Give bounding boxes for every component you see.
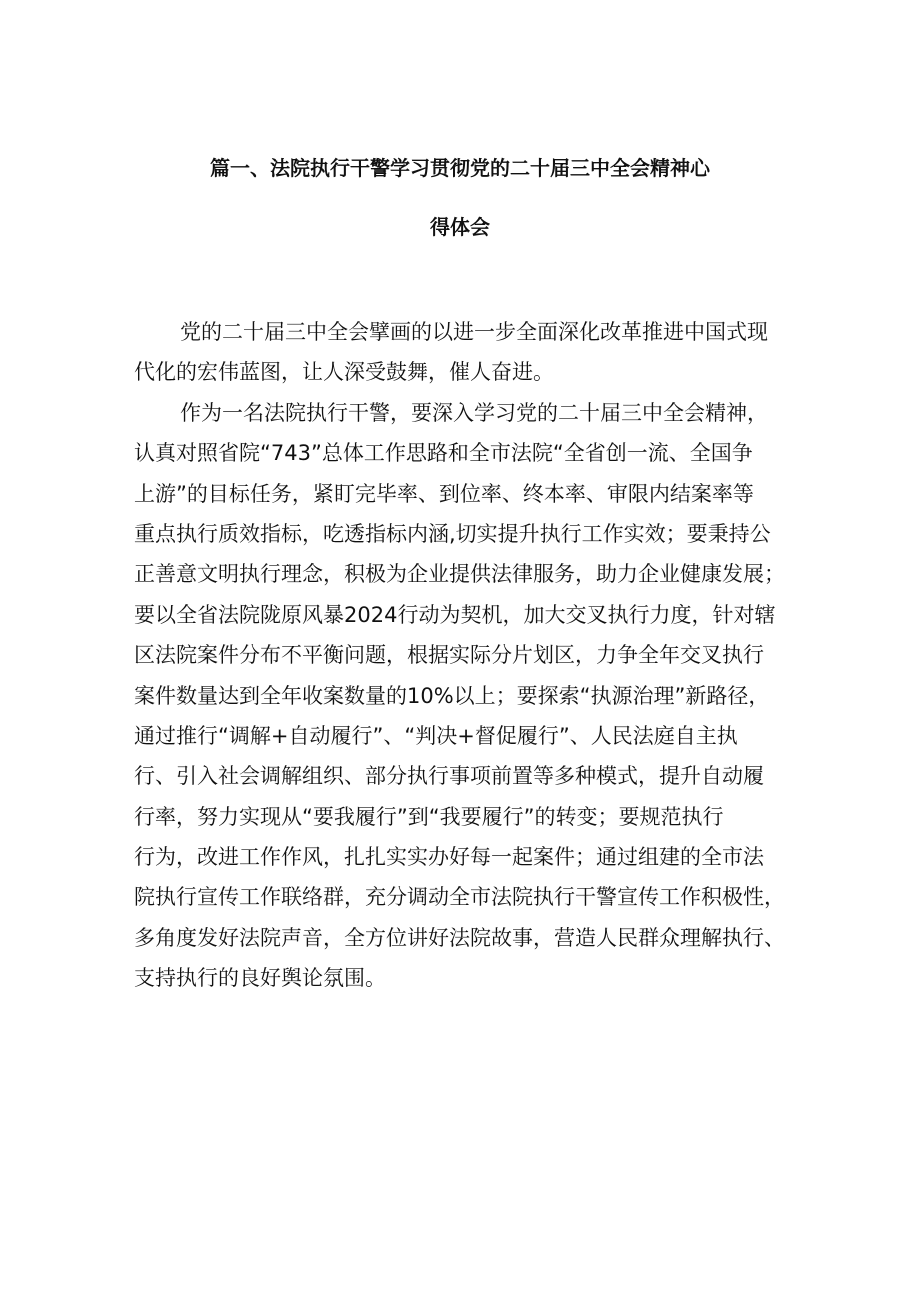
document-title-line-2: 得体会 xyxy=(430,215,490,239)
paragraph-line: 正善意文明执行理念，积极为企业提供法律服务，助力企业健康发展； xyxy=(134,562,785,587)
paragraph-line: 多角度发好法院声音，全方位讲好法院故事，营造人民群众理解执行、 xyxy=(134,925,785,950)
paragraph-line: 认真对照省院“743”总体工作思路和全市法院“全省创一流、全国争 xyxy=(134,441,753,466)
paragraph-line: 党的二十届三中全会擘画的以进一步全面深化改革推进中国式现 xyxy=(180,320,768,344)
paragraph-line: 作为一名法院执行干警，要深入学习党的二十届三中全会精神， xyxy=(180,400,768,425)
paragraph-2 xyxy=(134,393,794,999)
paragraph-line: 重点执行质效指标，吃透指标内涵,切实提升执行工作实效；要秉持公 xyxy=(134,521,771,546)
paragraph-line: 行为，改进工作作风，扎扎实实办好每一起案件；通过组建的全市法 xyxy=(134,845,764,870)
paragraph-line: 代化的宏伟蓝图，让人深受鼓舞，催人奋进。 xyxy=(134,360,554,385)
paragraph-line: 通过推行“调解+自动履行”、“判决+督促履行”、人民法庭自主执 xyxy=(134,723,738,748)
paragraph-line: 支持执行的良好舆论氛围。 xyxy=(134,966,386,991)
paragraph-line: 行率，努力实现从“要我履行”到“我要履行”的转变；要规范执行 xyxy=(134,804,724,829)
paragraph-line: 要以全省法院陇原风暴2024行动为契机，加大交叉执行力度，针对辖 xyxy=(134,602,776,627)
paragraph-line: 行、引入社会调解组织、部分执行事项前置等多种模式，提升自动履 xyxy=(134,764,764,789)
paragraph-line: 区法院案件分布不平衡问题，根据实际分片划区，力争全年交叉执行 xyxy=(134,643,764,668)
document-title-line-1: 篇一、法院执行干警学习贯彻党的二十届三中全会精神心 xyxy=(210,156,710,180)
paragraph-line: 案件数量达到全年收案数量的10%以上；要探索“执源治理”新路径， xyxy=(134,683,770,708)
paragraph-1 xyxy=(134,312,794,393)
paragraph-line: 院执行宣传工作联络群，充分调动全市法院执行干警宣传工作积极性， xyxy=(134,885,785,910)
document-body xyxy=(134,312,794,999)
paragraph-line: 上游”的目标任务，紧盯完毕率、到位率、终本率、审限内结案率等 xyxy=(134,481,754,506)
